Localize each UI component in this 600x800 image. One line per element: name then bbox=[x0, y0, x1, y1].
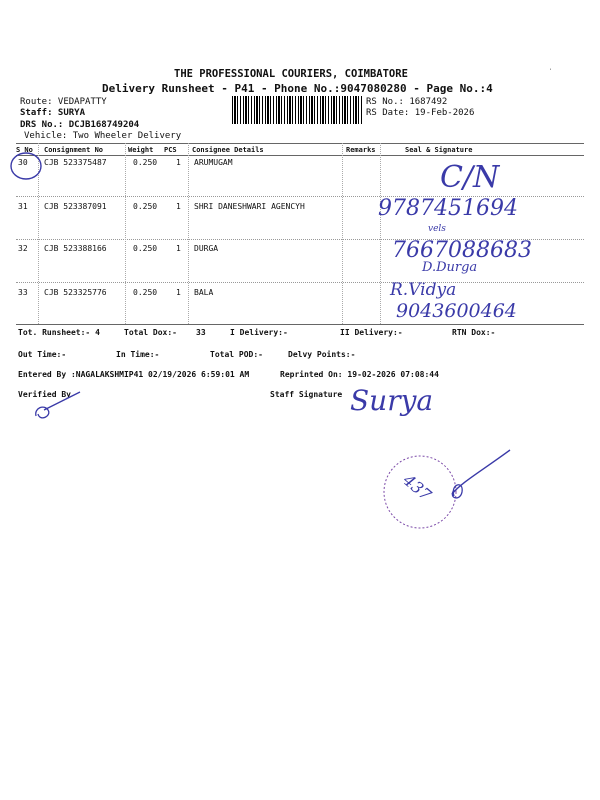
col-sno: S No bbox=[16, 146, 33, 154]
col-pcs: PCS bbox=[164, 146, 177, 154]
row-weight: 0.250 bbox=[133, 288, 158, 297]
verified-signature-mark bbox=[30, 386, 90, 426]
column-divider bbox=[380, 143, 381, 324]
row-sno: 30 bbox=[18, 158, 28, 167]
row-pcs: 1 bbox=[176, 202, 181, 211]
column-divider bbox=[125, 143, 126, 324]
row-sno: 32 bbox=[18, 244, 28, 253]
rs-date: RS Date: 19-Feb-2026 bbox=[366, 108, 475, 118]
row-pcs: 1 bbox=[176, 158, 181, 167]
row-sno: 31 bbox=[18, 202, 28, 211]
total-pod: Total POD:- bbox=[210, 350, 263, 359]
runsheet-title: Delivery Runsheet - P41 - Phone No.:9047080280 - Page No.:4 bbox=[102, 82, 493, 95]
handwritten-note: vels bbox=[428, 224, 446, 234]
row-consignment: CJB 523387091 bbox=[44, 202, 107, 211]
handwritten-phone: 7667088683 bbox=[392, 238, 532, 263]
col-consignee: Consignee Details bbox=[192, 146, 264, 154]
barcode bbox=[232, 96, 362, 124]
handwritten-signature-name: R.Vidya bbox=[390, 280, 457, 300]
column-divider bbox=[342, 143, 343, 324]
corner-mark: ˙ bbox=[548, 68, 553, 77]
table-header-line bbox=[16, 155, 584, 156]
row-pcs: 1 bbox=[176, 288, 181, 297]
rs-number: RS No.: 1687492 bbox=[366, 97, 448, 107]
row-consignee: DURGA bbox=[194, 244, 219, 253]
row-separator bbox=[16, 282, 584, 283]
handwritten-phone: 9787451694 bbox=[378, 196, 518, 221]
in-time: In Time:- bbox=[116, 350, 160, 359]
verified-by-label: Verified By bbox=[18, 390, 71, 399]
handwritten-phone: 9043600464 bbox=[396, 300, 517, 322]
col-consignment: Consignment No bbox=[44, 146, 104, 154]
table-bottom-line bbox=[16, 324, 584, 325]
out-time: Out Time:- bbox=[18, 350, 67, 359]
stamp-text: 437 bbox=[399, 470, 436, 505]
row-weight: 0.250 bbox=[133, 158, 158, 167]
ii-delivery: II Delivery:- bbox=[340, 328, 403, 337]
row-consignment: CJB 523325776 bbox=[44, 288, 107, 297]
table-top-line bbox=[16, 143, 584, 144]
column-divider bbox=[188, 143, 189, 324]
vehicle-label: Vehicle: Two Wheeler Delivery bbox=[24, 131, 182, 141]
route-label: Route: VEDAPATTY bbox=[20, 97, 107, 107]
row-consignee: ARUMUGAM bbox=[194, 158, 233, 167]
row-consignee: SHRI DANESHWARI AGENCYH bbox=[194, 202, 305, 211]
total-dox-label: Total Dox:- bbox=[124, 328, 177, 337]
row-pcs: 1 bbox=[176, 244, 181, 253]
staff-signature-label: Staff Signature bbox=[270, 390, 343, 399]
col-remarks: Remarks bbox=[346, 146, 376, 154]
staff-label: Staff: SURYA bbox=[20, 108, 86, 118]
row-sno: 33 bbox=[18, 288, 28, 297]
circle-mark bbox=[8, 150, 48, 184]
row-weight: 0.250 bbox=[133, 244, 158, 253]
tot-runsheet: Tot. Runsheet:- 4 bbox=[18, 328, 100, 337]
total-dox-value: 33 bbox=[196, 328, 206, 337]
delivery-stamp bbox=[370, 450, 530, 550]
delvy-points: Delvy Points:- bbox=[288, 350, 356, 359]
rtn-dox: RTN Dox:- bbox=[452, 328, 496, 337]
row-consignment: CJB 523375487 bbox=[44, 158, 107, 167]
handwritten-cn: C/N bbox=[440, 160, 500, 195]
i-delivery: I Delivery:- bbox=[230, 328, 288, 337]
drs-label: DRS No.: DCJB168749204 bbox=[20, 120, 140, 130]
col-weight: Weight bbox=[128, 146, 154, 154]
row-weight: 0.250 bbox=[133, 202, 158, 211]
reprinted-on: Reprinted On: 19-02-2026 07:08:44 bbox=[280, 370, 439, 379]
staff-signature: Surya bbox=[350, 384, 434, 417]
col-seal-signature: Seal & Signature bbox=[405, 146, 473, 154]
row-consignment: CJB 523388166 bbox=[44, 244, 107, 253]
company-name: THE PROFESSIONAL COURIERS, COIMBATORE bbox=[174, 68, 408, 80]
row-consignee: BALA bbox=[194, 288, 214, 297]
entered-by: Entered By :NAGALAKSHMIP41 02/19/2026 6:59:01 AM bbox=[18, 370, 250, 379]
handwritten-signature-name: D.Durga bbox=[422, 260, 478, 275]
